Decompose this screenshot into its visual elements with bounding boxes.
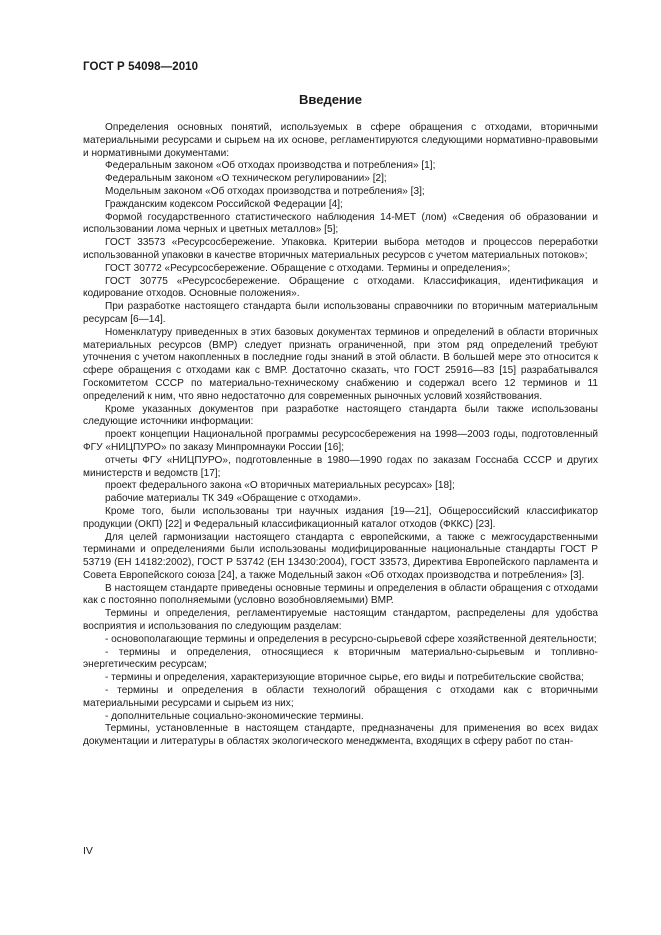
paragraph: Формой государственного статистического наблюдения 14-МЕТ (лом) «Сведения об образовании и использовании лома черных и цветных металлов» [5]; bbox=[83, 211, 598, 236]
paragraph: В настоящем стандарте приведены основные термины и определения в области обращения с отходами как с постоянно пополняемыми (условно возобновляемыми) ВМР. bbox=[83, 582, 598, 607]
paragraph: проект федерального закона «О вторичных материальных ресурсах» [18]; bbox=[105, 480, 455, 492]
paragraph: ГОСТ 30775 «Ресурсосбережение. Обращение с отходами. Классификация, идентификация и кодирование отходов. Основные положения». bbox=[83, 275, 598, 300]
paragraph: - термины и определения, относящиеся к вторичным материально-сырьевым и топливно-энергетическим ресурсам; bbox=[83, 646, 598, 671]
paragraph: Федеральным законом «Об отходах производства и потребления» [1]; bbox=[105, 160, 436, 172]
paragraph: Термины и определения, регламентируемые настоящим стандартом, распределены для удобства восприятия и использования по следующим разделам: bbox=[83, 608, 598, 633]
paragraph: Термины, установленные в настоящем стандарте, предназначены для применения во всех видах документации и литературы в областях экологического менеджмента, входящих в сферу работ по стан- bbox=[83, 723, 598, 748]
paragraph: Кроме указанных документов при разработке настоящего стандарта были также использованы следующие источники информации: bbox=[83, 403, 598, 428]
paragraph: При разработке настоящего стандарта были использованы справочники по вторичным материальным ресурсам [6—14]. bbox=[83, 301, 598, 325]
paragraph: отчеты ФГУ «НИЦПУРО», подготовленные в 1980—1990 годах по заказам Госснаба СССР и других министерств и ведомств [17]; bbox=[83, 454, 598, 479]
paragraph: - основополагающие термины и определения в ресурсно-сырьевой сфере хозяйственной деятельности; bbox=[105, 633, 597, 645]
paragraph: Гражданским кодексом Российской Федерации [4]; bbox=[105, 198, 343, 210]
paragraph: - термины и определения в области технологий обращения с отходами как с вторичными материальными ресурсами и сырьем из них; bbox=[83, 685, 598, 709]
paragraph: Для целей гармонизации настоящего стандарта с европейскими, а также с межгосударственными терминами и определениями были использованы модифицированные национальные стандарты ГОСТ Р 53719 (ЕН 14182:2002), ГОСТ Р 53742 (ЕН 13430:2004), ГОСТ 33573, Директива Европейского парламента и Совета Европейского союза [24], а также Модельный закон «Об отходах производства и потребления» [3]. bbox=[83, 531, 598, 581]
paragraph: Кроме того, были использованы три научных издания [19—21], Общероссийский классификатор продукции (ОКП) [22] и Федеральный классификационный каталог отходов (ФККС) [23]. bbox=[83, 505, 598, 530]
paragraph: Номенклатуру приведенных в этих базовых документах терминов и определений в области вторичных материальных ресурсов (ВМР) следует признать ограниченной, при этом ряд определений требуют уточнения с учетом накопленных в последние годы знаний в этой области. В большей мере это относится к сфере обращения с отходами как с ВМР. Достаточно сказать, что ГОСТ 25916—83 [15] разрабатывался Госкомитетом СССР по материально-техническому снабжению и содержал всего 12 терминов и 11 определений к ним, что явно недостаточно для современных рыночных условий хозяйствования. bbox=[83, 326, 598, 402]
body-text bbox=[83, 122, 598, 749]
section-title: Введение bbox=[299, 92, 362, 107]
paragraph: Модельным законом «Об отходах производства и потребления» [3]; bbox=[105, 185, 425, 197]
paragraph: проект концепции Национальной программы ресурсосбережения на 1998—2003 годы, подготовленный ФГУ «НИЦПУРО» по заказу Минпромнауки России [16]; bbox=[83, 429, 598, 453]
paragraph: - дополнительные социально-экономические термины. bbox=[105, 710, 364, 722]
standard-code-header: ГОСТ Р 54098—2010 bbox=[83, 61, 199, 73]
paragraph: Федеральным законом «О техническом регулировании» [2]; bbox=[105, 173, 387, 185]
paragraph: ГОСТ 30772 «Ресурсосбережение. Обращение с отходами. Термины и определения»; bbox=[105, 262, 511, 274]
paragraph: рабочие материалы ТК 349 «Обращение с отходами». bbox=[105, 493, 362, 505]
paragraph: - термины и определения, характеризующие вторичное сырье, его виды и потребительские свойства; bbox=[105, 672, 584, 684]
paragraph: ГОСТ 33573 «Ресурсосбережение. Упаковка. Критерии выбора методов и процессов переработки использованной упаковки в качестве вторичных материальных ресурсов с учетом материальных потоков»; bbox=[83, 237, 598, 261]
paragraph: Определения основных понятий, используемых в сфере обращения с отходами, вторичными материальными ресурсами и сырьем на их основе, регламентируются следующими нормативно-правовыми и нормативными документами: bbox=[83, 122, 598, 159]
page-number: IV bbox=[83, 845, 93, 857]
